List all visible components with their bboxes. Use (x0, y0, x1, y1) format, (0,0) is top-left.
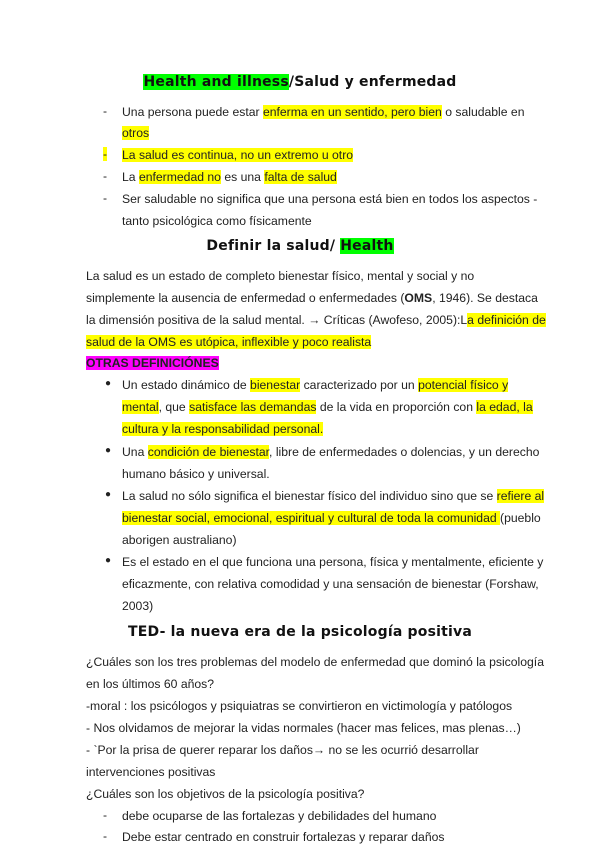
list2-item-3-cont2: aborigen australiano) (122, 533, 237, 547)
list1-item-2: La salud es continua, no un extremo u otro (122, 148, 354, 162)
list2-item-3: La salud no sólo significa el bienestar físico del individuo sino que se refiere al (122, 489, 545, 503)
dash-bullet: - (103, 808, 108, 822)
dash-bullet: - (103, 147, 108, 161)
bullet-dot: ● (105, 555, 112, 566)
para2-line-1: ¿Cuáles son los tres problemas del modelo de enfermedad que dominó la psicología (86, 655, 544, 669)
list1-item-4-cont: tanto psicológica como físicamente (122, 214, 312, 228)
para1-line-2: simplemente la ausencia de enfermedad o enfermedades (OMS, 1946). Se destaca (86, 291, 538, 305)
para1-line-3: la dimensión positiva de la salud mental. → Críticas (Awofeso, 2005):La definición de (86, 313, 546, 327)
heading-definir-salud: Definir la salud/ Health (206, 238, 394, 254)
para2-line-6: intervenciones positivas (86, 765, 216, 779)
list1-item-1-cont: otros (122, 126, 150, 140)
list1-item-1: Una persona puede estar enferma en un sentido, pero bien o saludable en (122, 105, 525, 119)
para2-line-4: - Nos olvidamos de mejorar la vidas normales (hacer mas felices, mas plenas…) (86, 721, 521, 735)
otras-definiciones-label: OTRAS DEFINICIÓNES (86, 356, 219, 370)
para2-line-2: en los últimos 60 años? (86, 677, 215, 691)
list2-item-1-cont: mental, que satisface las demandas de la vida en proporción con la edad, la (122, 400, 533, 414)
list2-item-4-cont: eficazmente, con relativa comodidad y una sensación de bienestar (Forshaw, (122, 577, 539, 591)
list2-item-2: Una condición de bienestar, libre de enfermedades o dolencias, y un derecho (122, 445, 540, 459)
para2-line-7: ¿Cuáles son los objetivos de la psicología positiva? (86, 787, 365, 801)
list2-item-2-cont: humano básico y universal. (122, 467, 270, 481)
list3-item-1: debe ocuparse de las fortalezas y debilidades del humano (122, 809, 437, 823)
bullet-dot: ● (105, 489, 112, 500)
para2-line-3: -moral : los psicólogos y psiquiatras se convirtieron en victimología y patólogos (86, 699, 513, 713)
dash-bullet: - (103, 829, 108, 843)
para2-line-5: - `Por la prisa de querer reparar los daños→ no se les ocurrió desarrollar (86, 743, 479, 757)
list2-item-1: Un estado dinámico de bienestar caracterizado por un potencial físico y (122, 378, 509, 392)
list2-item-3-cont: bienestar social, emocional, espiritual y cultural de toda la comunidad (pueblo (122, 511, 541, 525)
dash-bullet: - (103, 191, 108, 205)
para1-line-4: salud de la OMS es utópica, inflexible y poco realista (86, 335, 372, 349)
para1-line-1: La salud es un estado de completo bienestar físico, mental y social y no (86, 269, 475, 283)
list3-item-2: Debe estar centrado en construir fortalezas y reparar daños (122, 830, 445, 844)
dash-bullet: - (103, 104, 108, 118)
dash-bullet: - (103, 169, 108, 183)
bullet-dot: ● (105, 445, 112, 456)
list2-item-4-cont2: 2003) (122, 599, 154, 613)
heading-ted: TED- la nueva era de la psicología positiva (128, 624, 472, 640)
list2-item-1-cont2: cultura y la responsabilidad personal. (122, 422, 324, 436)
bullet-dot: ● (105, 378, 112, 389)
list1-item-3: La enfermedad no es una falta de salud (122, 170, 337, 184)
heading-health-illness: Health and illness/Salud y enfermedad (143, 74, 457, 90)
list1-item-4: Ser saludable no significa que una persona está bien en todos los aspectos - (122, 192, 538, 206)
list2-item-4: Es el estado en el que funciona una persona, física y mentalmente, eficiente y (122, 555, 544, 569)
